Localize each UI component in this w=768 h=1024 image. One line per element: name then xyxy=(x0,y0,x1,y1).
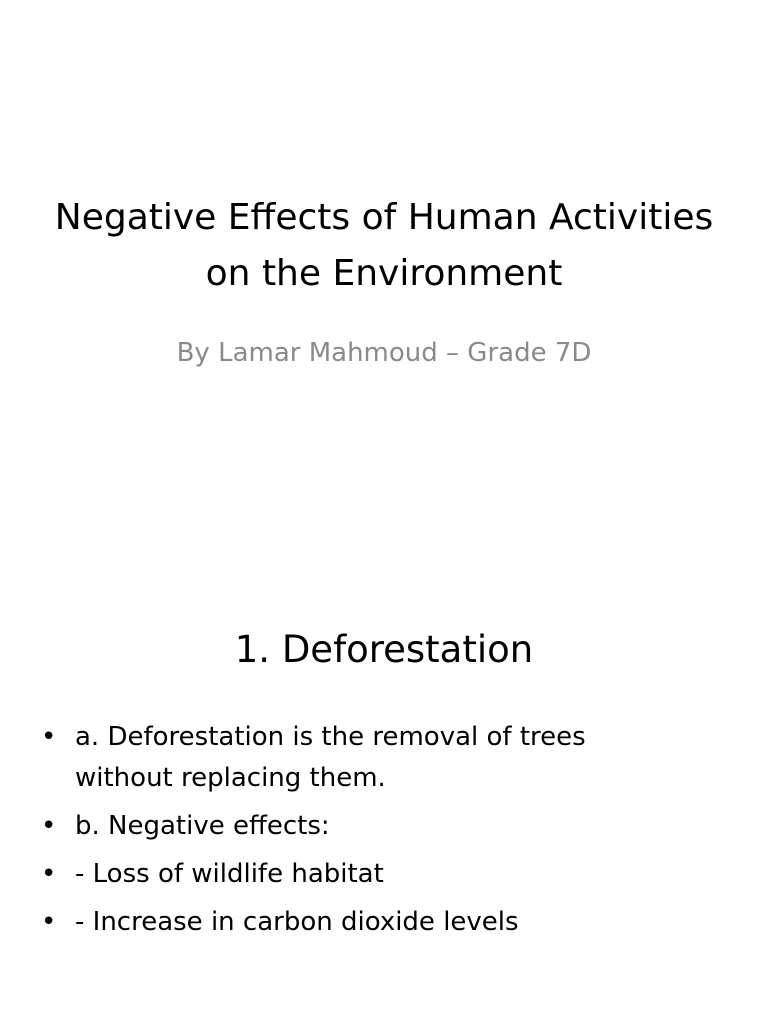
slide-subtitle: By Lamar Mahmoud – Grade 7D xyxy=(176,338,592,368)
slide-title: Negative Effects of Human Activities on the Environment xyxy=(54,197,714,294)
section-heading: 1. Deforestation xyxy=(234,628,534,671)
list-item xyxy=(38,902,658,943)
list-item xyxy=(38,717,658,799)
list-item-text: a. Deforestation is the removal of trees without replacing them. xyxy=(75,722,586,793)
list-item xyxy=(38,854,658,895)
bullet-icon: • xyxy=(41,811,57,841)
bullet-list xyxy=(38,717,658,950)
list-item-text: - Loss of wildlife habitat xyxy=(75,859,384,889)
list-item-text: - Increase in carbon dioxide levels xyxy=(75,907,519,937)
list-item xyxy=(38,806,658,847)
bullet-icon: • xyxy=(41,859,57,889)
bullet-icon: • xyxy=(41,722,57,752)
list-item-text: b. Negative effects: xyxy=(75,811,330,841)
bullet-icon: • xyxy=(41,907,57,937)
